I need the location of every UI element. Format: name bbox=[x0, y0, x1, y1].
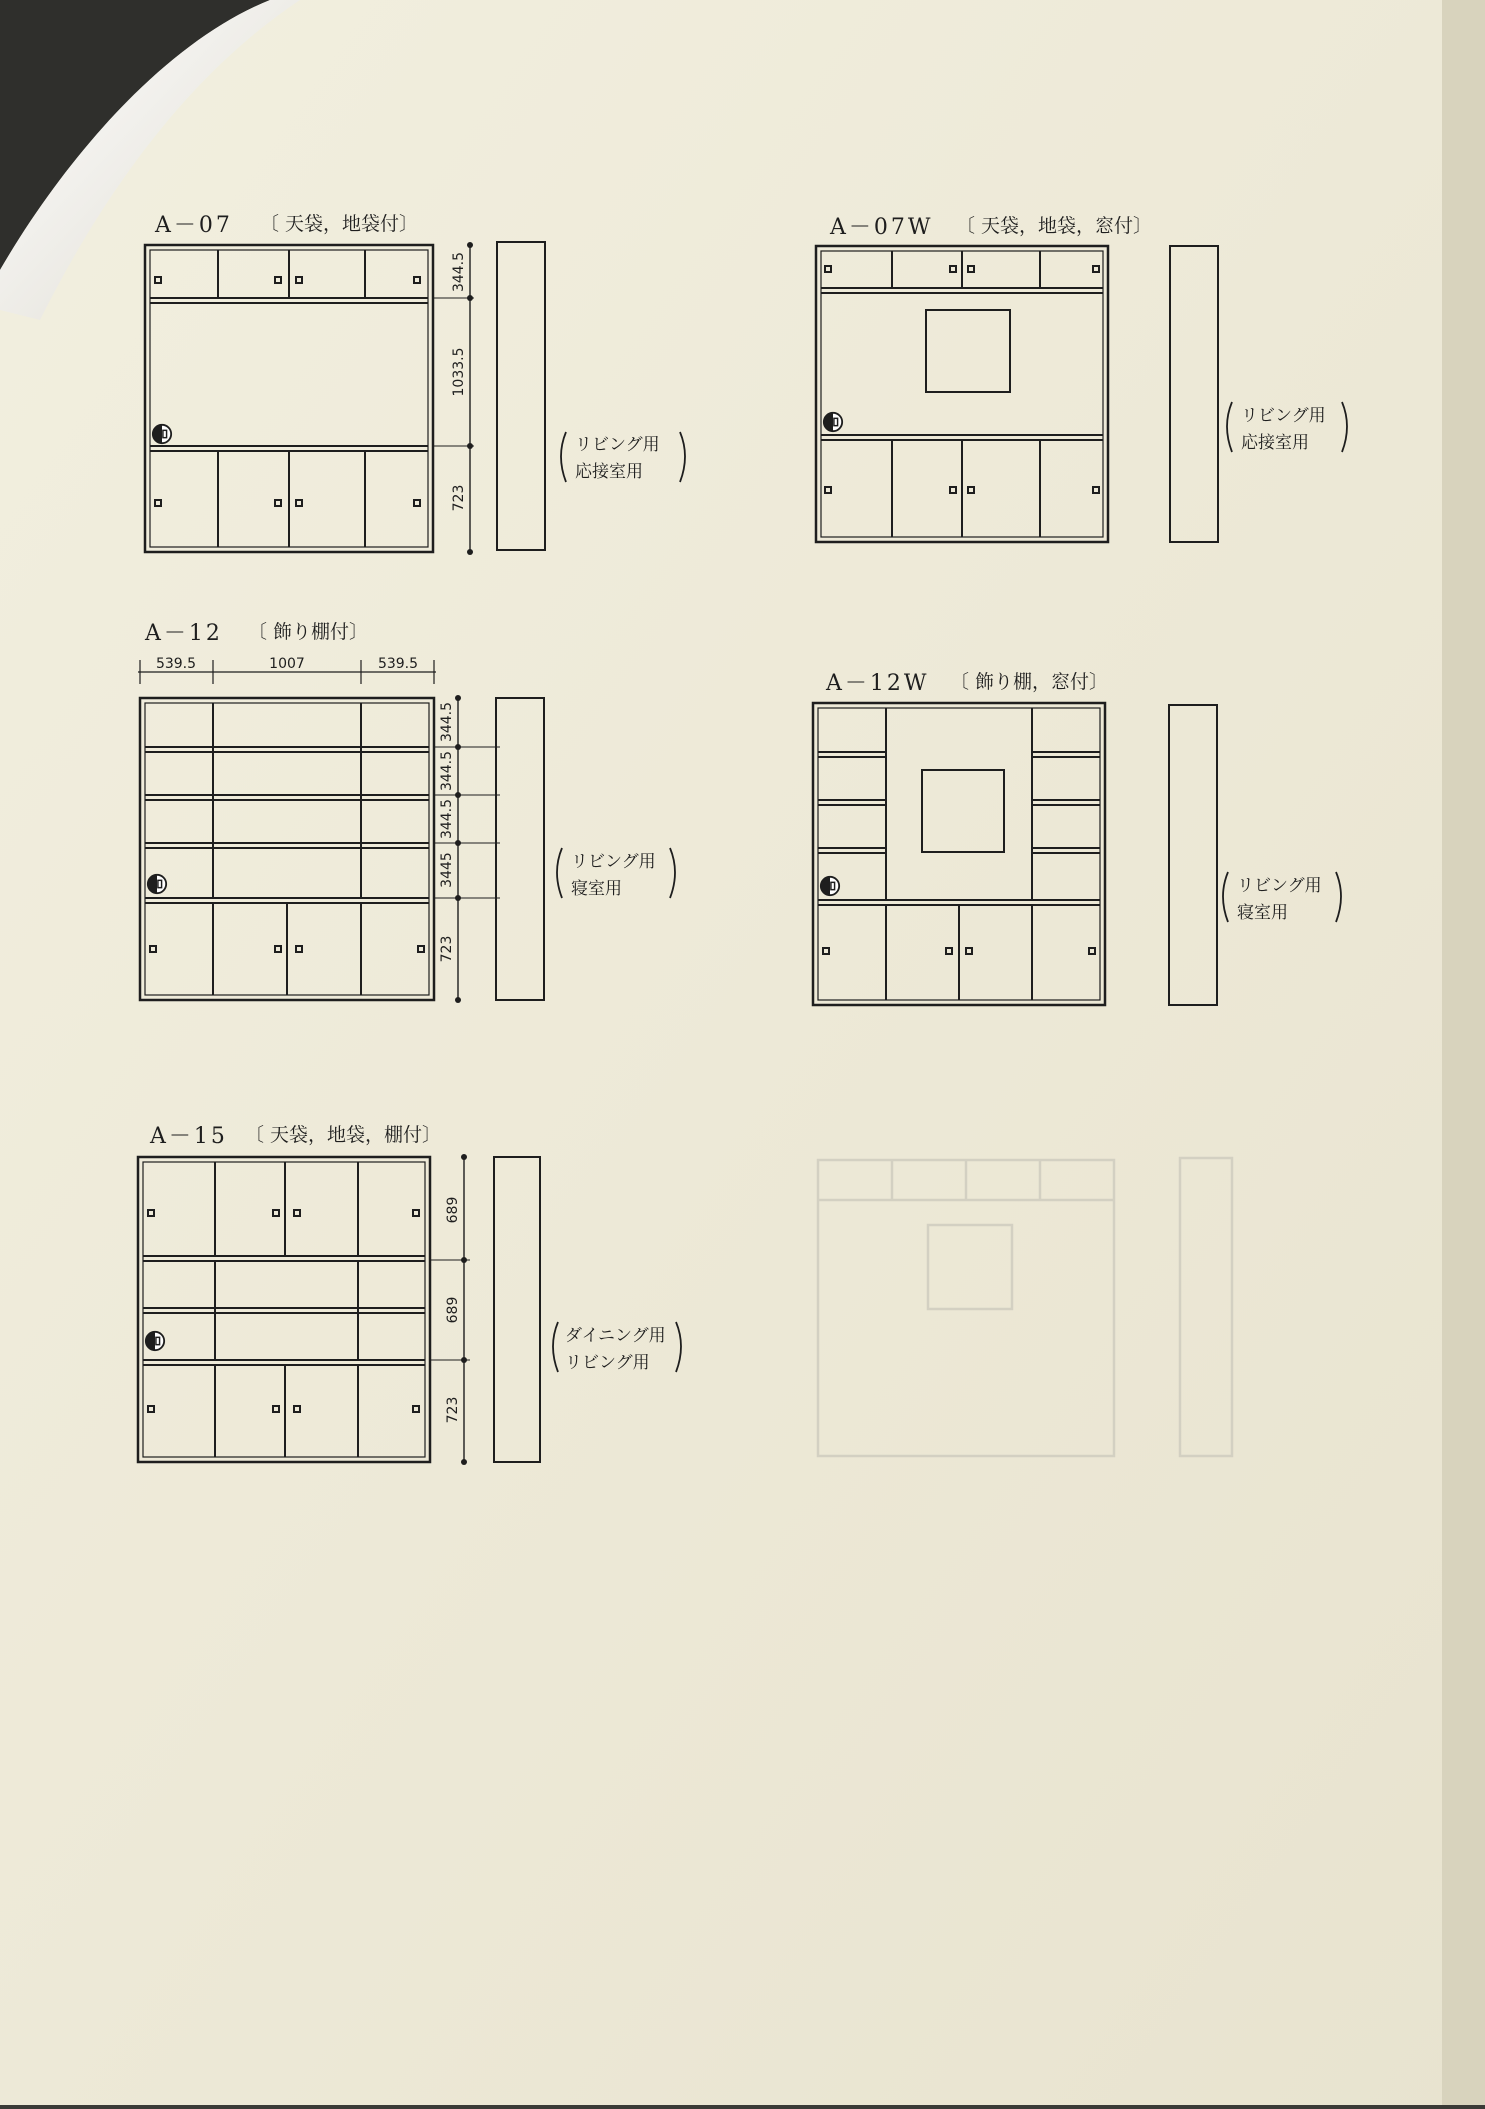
unit-a12-code: A－12 bbox=[145, 621, 223, 646]
door-knob-icon bbox=[148, 875, 166, 893]
use-a12-2: 寝室用 bbox=[571, 879, 622, 899]
unit-a07w-code: A－07W bbox=[830, 215, 934, 240]
dim-a15-h3: 723 bbox=[445, 1396, 461, 1424]
use-a07w-2: 応接室用 bbox=[1241, 433, 1309, 453]
dim-a15-h2: 689 bbox=[445, 1296, 461, 1324]
unit-a15-spec: 〔 天袋，地袋，棚付〕 bbox=[245, 1124, 442, 1146]
use-a15-2: リビング用 bbox=[565, 1353, 650, 1373]
door-knob-icon bbox=[824, 413, 842, 431]
dim-a12-w2: 1007 bbox=[269, 656, 305, 672]
dim-a07-mid: 1033.5 bbox=[451, 347, 467, 397]
dim-a12-h4: 3445 bbox=[439, 852, 455, 888]
page-right-edge bbox=[1442, 0, 1485, 2105]
unit-a07w-spec: 〔 天袋，地袋，窓付〕 bbox=[956, 215, 1153, 237]
use-a15-1: ダイニング用 bbox=[565, 1326, 666, 1346]
use-a07w-1: リビング用 bbox=[1241, 406, 1326, 426]
dim-a15-h1: 689 bbox=[445, 1196, 461, 1224]
use-a12w-2: 寝室用 bbox=[1237, 903, 1288, 923]
dim-a12-w3: 539.5 bbox=[377, 656, 419, 672]
use-a12-1: リビング用 bbox=[571, 852, 656, 872]
unit-a07-spec: 〔 天袋，地袋付〕 bbox=[260, 213, 419, 235]
dim-a07-top: 344.5 bbox=[451, 251, 467, 293]
unit-a12-spec: 〔 飾り棚付〕 bbox=[248, 621, 369, 643]
use-a12w-1: リビング用 bbox=[1237, 876, 1322, 896]
unit-a07-code: A－07 bbox=[155, 213, 233, 238]
dim-a07-bottom: 723 bbox=[451, 484, 467, 512]
door-knob-icon bbox=[153, 425, 171, 443]
dim-a12-h3: 344.5 bbox=[439, 798, 455, 840]
dim-a12-h5: 723 bbox=[439, 935, 455, 963]
dim-a12-h2: 344.5 bbox=[439, 750, 455, 792]
dim-a12-h1: 344.5 bbox=[439, 701, 455, 743]
dim-a12-w1: 539.5 bbox=[155, 656, 197, 672]
use-a07-1: リビング用 bbox=[575, 435, 660, 455]
unit-a12w-spec: 〔 飾り棚，窓付〕 bbox=[950, 671, 1109, 693]
door-knob-icon bbox=[821, 877, 839, 895]
door-knob-icon bbox=[146, 1332, 164, 1350]
unit-a15-code: A－15 bbox=[150, 1124, 228, 1149]
use-a07-2: 応接室用 bbox=[575, 462, 643, 482]
unit-a12w-code: A－12W bbox=[826, 671, 930, 696]
